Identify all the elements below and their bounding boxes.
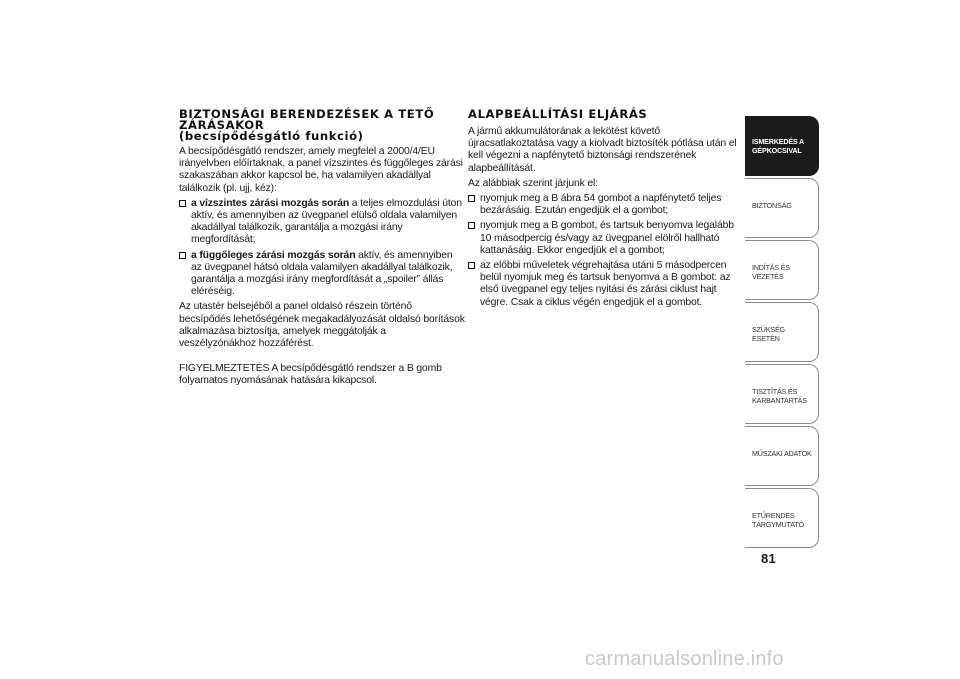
left-heading-line1: BIZTONSÁGI BERENDEZÉSEK A TETŐ	[179, 107, 435, 121]
left-heading-sub: (becsípődésgátló funkció)	[179, 129, 364, 143]
tab-label: INDÍTÁS ÉS VEZETÉS	[752, 263, 790, 281]
left-heading-line2: ZÁRÁSAKOR	[179, 118, 265, 132]
tab-tisztitas[interactable]	[745, 364, 819, 424]
right-intro: A jármű akkumulátorának a lekötést követő újracsatlakoztatása vagy a kiolvadt biztosíték pótlása után el kell végezni a napfénytető biztonsági rendszerének alapbeállítását.	[468, 126, 737, 174]
checkbox-icon	[179, 200, 186, 207]
watermark: carmanualsonline.info	[585, 648, 784, 670]
right-intro-2: Az alábbiak szerint járjunk el:	[468, 177, 598, 189]
left-paragraph-2: Az utastér belsejéből a panel oldalsó részein történő becsípődés lehetőségének megakadályozását oldalsó borítások alkalmazása biztosítja, amelyek meggátolják a veszélyzónákhoz hozzáférést.	[179, 301, 465, 350]
right-heading: ALAPBEÁLLÍTÁSI ELJÁRÁS	[468, 107, 648, 121]
tab-ismerkedes[interactable]	[745, 116, 819, 176]
tab-label: BIZTONSÁG	[752, 201, 792, 210]
checkbox-icon	[468, 222, 475, 229]
chapter-tabs	[745, 116, 819, 550]
bullet-1-text: a teljes elmozdulási úton aktív, és amennyiben az üvegpanel elülső oldala valamilyen akadállyal találkozik, garantálja a mozgási irány megfordítását;	[191, 197, 462, 246]
tab-label: SZÜKSÉG ESETÉN	[752, 325, 785, 343]
tab-muszaki[interactable]	[745, 426, 819, 486]
tab-label: TÁRGYMUTATÓ	[752, 520, 804, 529]
page-number: 81	[761, 551, 777, 566]
left-bullet-2	[179, 250, 465, 299]
tab-label: GÉPKOCSIVAL	[752, 146, 802, 155]
bullet-2-text: aktív, és amennyiben az üvegpanel hátsó oldala valamilyen akadállyal találkozik, garantálja a mozgási irány megfordítását a „spoiler” állás eléréséig.	[191, 249, 453, 298]
left-column	[179, 109, 465, 391]
tab-label: ISMERKEDÉS A	[752, 137, 805, 146]
left-heading	[179, 109, 465, 142]
bullet-1-bold: a vízszintes zárási mozgás során	[191, 197, 350, 209]
bullet-2-bold: a függőleges zárási mozgás során	[191, 249, 356, 261]
tab-targymutato[interactable]	[745, 488, 819, 548]
step-3-text: az előbbi műveletek végrehajtása utáni 5 másodpercen belül nyomjuk meg és tartsuk benyomva a B gombot: az első üvegpanel egy teljes nyitási és zárási ciklust hajt végre. Csak a ciklus végén engedjük el a gombot.	[480, 260, 731, 308]
tab-inditas[interactable]	[745, 240, 819, 300]
right-step-1	[468, 193, 744, 217]
step-2-text: nyomjuk meg a B gombot, és tartsuk benyomva legalább 10 másodpercig és/vagy az üvegpanel elölről hallható kattanásáig. Ekkor engedjük el a gombot;	[480, 220, 734, 256]
checkbox-icon	[468, 195, 475, 202]
tab-label: ETŰRENDES	[752, 511, 795, 520]
left-bullet-1	[179, 198, 465, 247]
step-1-text: nyomjuk meg a B ábra 54 gombot a napfénytető teljes bezárásáig. Ezután engedjük el a gombot;	[480, 193, 722, 217]
tab-label: MŰSZAKI ADATOK	[752, 449, 812, 458]
left-intro: A becsípődésgátló rendszer, amely megfelel a 2000/4/EU irányelvben előírtaknak, a panel vízszintes és függőleges zárási szakaszában akkor kapcsol be, ha valamilyen akadállyal találkozik (pl. ujj, kéz):	[179, 146, 463, 194]
checkbox-icon	[179, 252, 186, 259]
right-column	[468, 109, 744, 312]
tab-label: TISZTÍTÁS ÉS	[752, 387, 798, 396]
left-warning: FIGYELMEZTETÉS A becsípődésgátló rendszer a B gomb folyamatos nyomásának hatására kikapcsol.	[179, 363, 442, 387]
right-step-2	[468, 220, 744, 257]
checkbox-icon	[468, 262, 475, 269]
right-step-3	[468, 260, 744, 309]
tab-szukseg[interactable]	[745, 302, 819, 362]
tab-label: KARBANTARTÁS	[752, 396, 807, 405]
tab-biztonsag[interactable]	[745, 178, 819, 238]
